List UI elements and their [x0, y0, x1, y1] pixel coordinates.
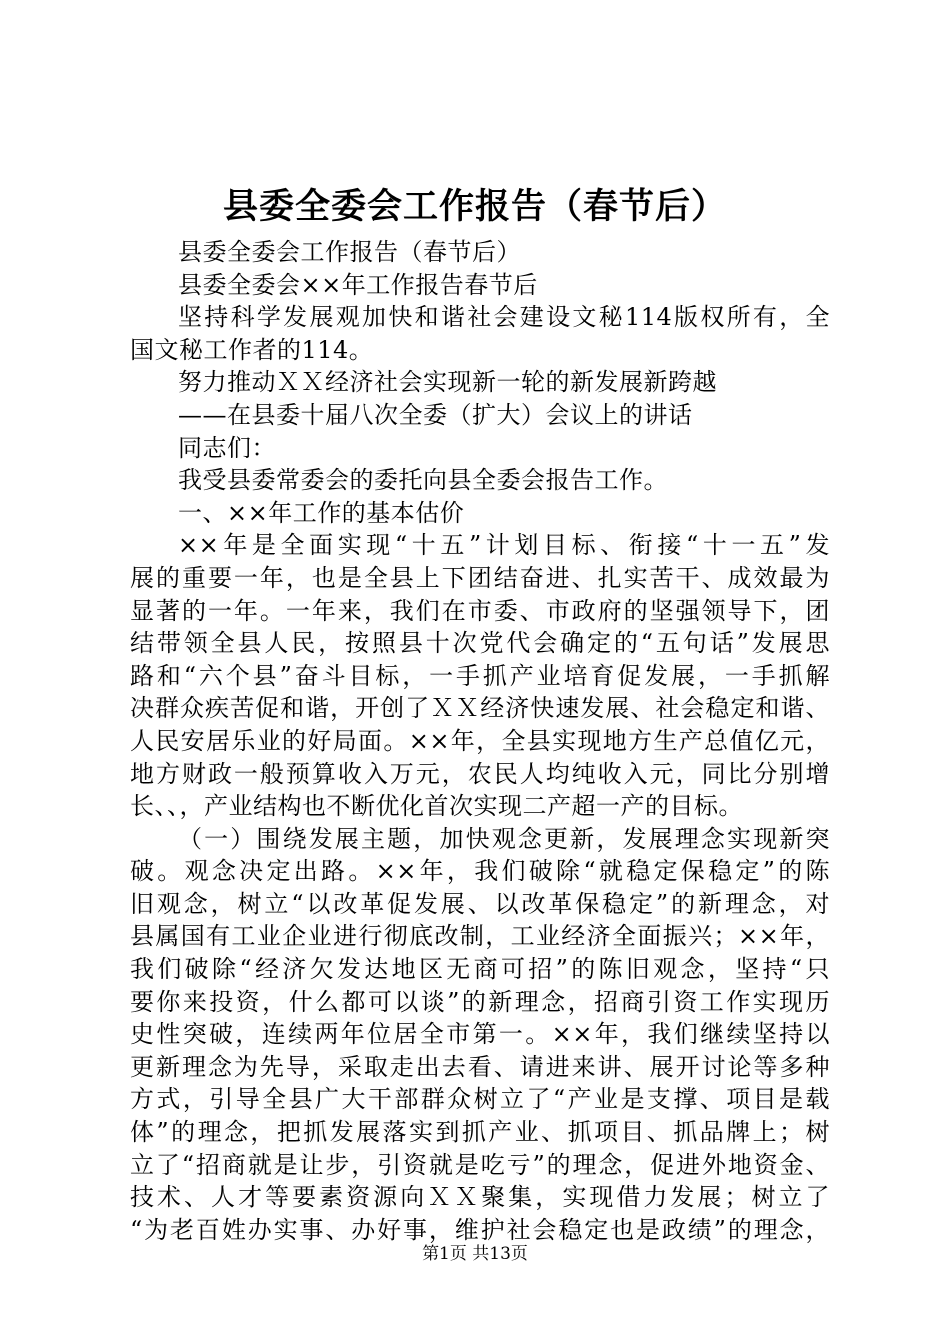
- document-title: 县委全委会工作报告（春节后）: [222, 186, 727, 227]
- text-line: 技术、人才等要素资源向ＸＸ聚集，实现借力发展；树立了: [130, 1183, 830, 1212]
- text-line: 史性突破，连续两年位居全市第一。××年，我们继续坚持以: [130, 1020, 830, 1049]
- text-line: 努力推动ＸＸ经济社会实现新一轮的新发展新跨越: [178, 368, 717, 397]
- text-line: 旧观念，树立“以改革促发展、以改革保稳定”的新理念，对: [130, 889, 830, 918]
- text-line: 要你来投资，什么都可以谈”的新理念，招商引资工作实现历: [130, 987, 830, 1016]
- text-line: 一、××年工作的基本估价: [178, 498, 465, 527]
- text-line: 更新理念为先导，采取走出去看、请进来讲、展开讨论等多种: [130, 1052, 830, 1081]
- text-line: “为老百姓办实事、办好事，维护社会稳定也是政绩”的理念，: [130, 1215, 830, 1244]
- text-line: 体”的理念，把抓发展落实到抓产业、抓项目、抓品牌上；树: [130, 1118, 830, 1147]
- document-body: [130, 236, 830, 1246]
- text-line: 坚持科学发展观加快和谐社会建设文秘114版权所有，全: [178, 303, 830, 332]
- text-line: 县委全委会××年工作报告春节后: [178, 270, 538, 299]
- text-line: 地方财政一般预算收入万元，农民人均纯收入元，同比分别增: [130, 759, 830, 788]
- text-line: （一）围绕发展主题，加快观念更新，发展理念实现新突: [178, 824, 830, 853]
- text-line: 结带领全县人民，按照县十次党代会确定的“五句话”发展思: [130, 629, 830, 658]
- text-line: 破。观念决定出路。××年，我们破除“就稳定保稳定”的陈: [130, 857, 830, 886]
- page-footer: 第1页 共13页: [422, 1244, 528, 1264]
- text-line: 我受县委常委会的委托向县全委会报告工作。: [178, 466, 668, 495]
- text-line: ××年是全面实现“十五”计划目标、衔接“十一五”发: [178, 531, 830, 560]
- text-line: 展的重要一年，也是全县上下团结奋进、扎实苦干、成效最为: [130, 563, 830, 592]
- text-line: 人民安居乐业的好局面。××年，全县实现地方生产总值亿元，: [130, 726, 830, 755]
- text-line: ——在县委十届八次全委（扩大）会议上的讲话: [178, 400, 693, 429]
- text-line: 县属国有工业企业进行彻底改制，工业经济全面振兴；××年，: [130, 922, 830, 951]
- text-line: 方式，引导全县广大干部群众树立了“产业是支撑、项目是载: [130, 1085, 830, 1114]
- text-line: 长、、，产业结构也不断优化首次实现二产超一产的目标。: [130, 792, 743, 821]
- text-line: 同志们：: [178, 433, 276, 462]
- text-line: 我们破除“经济欠发达地区无商可招”的陈旧观念，坚持“只: [130, 955, 830, 984]
- text-line: 立了“招商就是让步，引资就是吃亏”的理念，促进外地资金、: [130, 1150, 830, 1179]
- text-line: 路和“六个县”奋斗目标，一手抓产业培育促发展，一手抓解: [130, 661, 830, 690]
- text-line: 国文秘工作者的114。: [130, 335, 374, 364]
- text-line: 显著的一年。一年来，我们在市委、市政府的坚强领导下，团: [130, 596, 830, 625]
- text-line: 决群众疾苦促和谐，开创了ＸＸ经济快速发展、社会稳定和谐、: [130, 694, 830, 723]
- text-line: 县委全委会工作报告（春节后）: [178, 238, 521, 266]
